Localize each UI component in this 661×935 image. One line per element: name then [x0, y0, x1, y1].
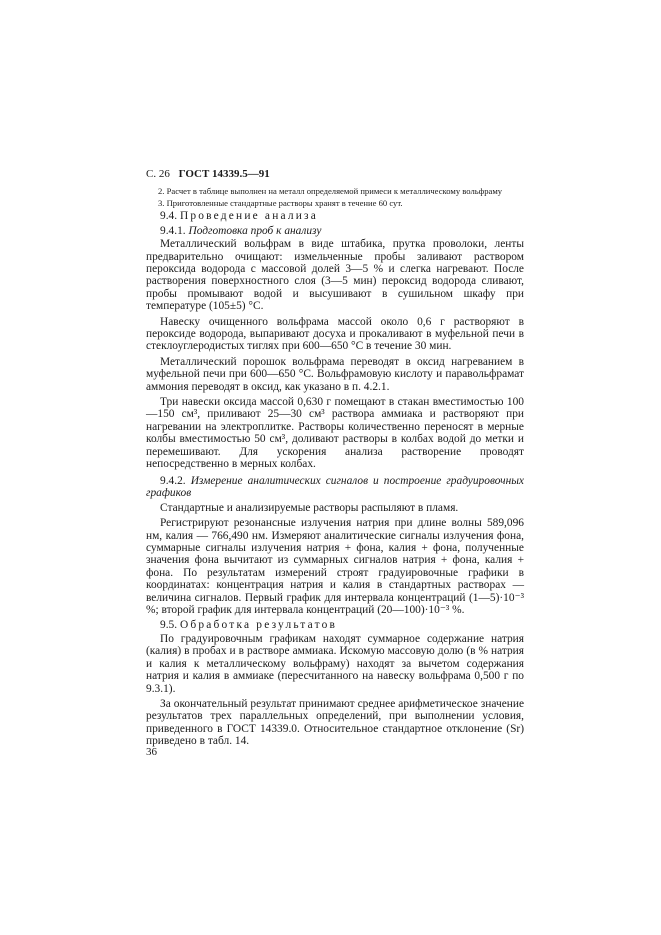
section-number: 9.4.1. — [160, 224, 186, 237]
section-9-4-1-heading — [146, 225, 524, 238]
section-number: 9.4. — [160, 210, 178, 222]
paragraph-samples: Три навески оксида массой 0,630 г помещают в стакан вместимостью 100—150 см³, приливают 25—30 см³ раствора аммиака и растворяют при нагревании на электроплитке. Растворы количественно переносят в мерные колбы вместимостью 50 см³, доливают растворы в колбах водой до метки и перемешивают. Для ускорения анализа растворение проводят непосредственно в мерных колбах. — [146, 396, 524, 471]
page-number: 36 — [146, 746, 157, 758]
section-title: Измерение аналитических сигналов и построение градуировочных графиков — [146, 474, 524, 500]
table-note-3: 3. Приготовленные стандартные растворы хранят в течение 60 сут. — [158, 197, 403, 208]
paragraph-oxide: Металлический порошок вольфрама переводят в оксид нагреванием в муфельной печи при 600—650 °С. Вольфрамовую кислоту и паравольфрамат аммония переводят в оксид, как указано в п. 4.2.1. — [146, 355, 524, 393]
paragraph-registration: Регистрируют резонансные излучения натрия при длине волны 589,096 нм, калия — 766,490 нм. Измеряют аналитические сигналы излучения фона, суммарные сигналы излучения натрия + фона, калия + фона, полученные значения фона вычитают из суммарных сигналов натрия + фона, калия + фона. По результатам измерений строят градуировочные графики в координатах: концентрация натрия и калия в стандартных растворах — величина сигналов. Первый график для интервала концентраций (1—5)·10⁻³ %; второй график для интервала концентраций (20—100)·10⁻³ %. — [146, 517, 524, 616]
section-9-5-heading — [146, 619, 524, 632]
section-title: Обработка результатов — [179, 619, 338, 632]
table-note-2: 2. Расчет в таблице выполнен на металл определяемой примеси к металлическому вольфраму — [158, 186, 503, 196]
document-page — [146, 168, 524, 751]
page-label: С. 26 — [146, 168, 170, 180]
document-code: ГОСТ 14339.5—91 — [178, 168, 270, 180]
section-number: 9.5. — [160, 619, 178, 632]
paragraph-calculation: По градуировочным графикам находят суммарное содержание натрия (калия) в пробах и в растворе аммиака. Искомую массовую долю (в % натрия и калия к металлическому вольфраму) находят за вычетом содержания натрия и калия в аммиаке (пересчитанного на навеску вольфрама 0,500 г по 9.3.1). — [146, 632, 524, 695]
section-number: 9.4.2. — [160, 474, 186, 487]
paragraph-dissolving: Навеску очищенного вольфрама массой около 0,6 г растворяют в пероксиде водорода, выпаривают досуха и прокаливают в муфельной печи в стеклоуглеродистых тиглях при 600—650 °С в течение 30 мин. — [146, 315, 524, 353]
page-header — [146, 168, 524, 180]
section-9-4-2-heading — [146, 475, 524, 500]
section-title: Проведение анализа — [179, 210, 318, 222]
paragraph-cleaning: Металлический вольфрам в виде штабика, прутка проволоки, ленты предварительно очищают: измельченные пробы заливают раствором пероксида водорода с массовой долей 3—5 % и слегка нагревают. После растворения поверхностного слоя (3—5 мин) пероксид водорода сливают, пробы промывают водой и высушивают в сушильном шкафу при температуре (105±5) °С. — [146, 238, 524, 313]
paragraph-spraying: Стандартные и анализируемые растворы распыляют в пламя. — [160, 501, 459, 514]
section-title: Подготовка проб к анализу — [188, 224, 322, 237]
section-9-4-heading — [146, 210, 524, 223]
paragraph-final-result: За окончательный результат принимают среднее арифметическое значение результатов трех параллельных определений, при выполнении условия, приведенного в ГОСТ 14339.0. Относительное стандартное отклонение (Sr) приведено в табл. 14. — [146, 697, 524, 748]
